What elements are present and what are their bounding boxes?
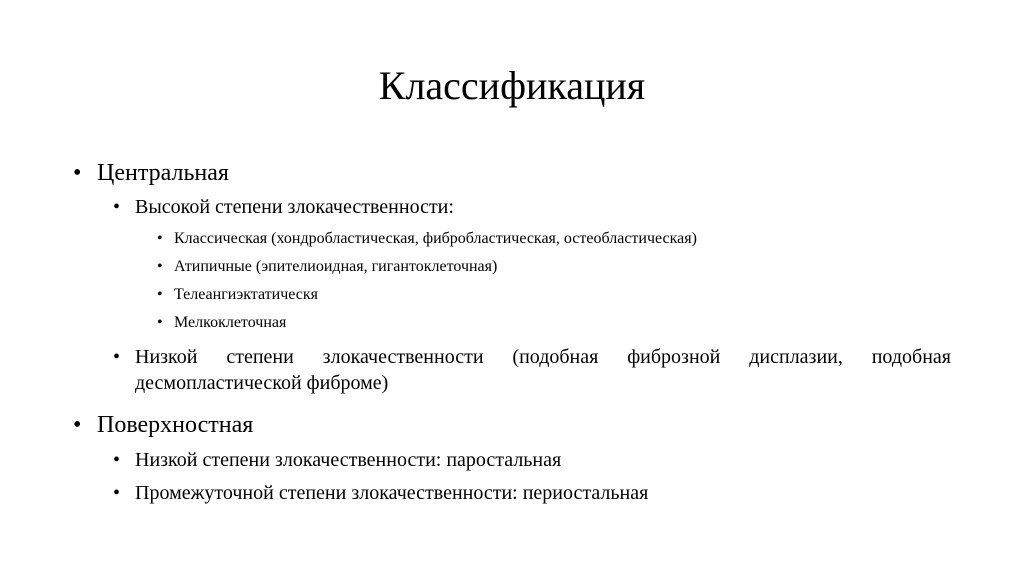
section-label: Поверхностная (97, 412, 254, 438)
subitem-label: Классическая (хондробластическая, фибробластическая, остеобластическая) (174, 230, 697, 247)
bullet-icon: • (113, 346, 121, 368)
slide-title: Классификация (378, 63, 646, 108)
subitem-label: Телеангиэктатическя (174, 286, 318, 303)
bullet-icon: • (157, 314, 163, 331)
bullet-icon: • (113, 196, 121, 218)
bullet-icon: • (73, 412, 82, 438)
bullet-icon: • (113, 482, 121, 504)
subitem-label: Мелкоклеточная (174, 314, 287, 331)
bullet-icon: • (73, 160, 82, 186)
section-label: Центральная (97, 160, 229, 186)
list-item-low-grade (113, 344, 953, 396)
item-label: Низкой степени злокачественности (подобная фиброзной дисплазии, подобная десмопластической фиброме) (135, 346, 951, 394)
subitem-label: Атипичные (эпителиоидная, гигантоклеточная) (174, 258, 498, 275)
item-label: Низкой степени злокачественности: паростальная (135, 449, 562, 471)
item-label: Промежуточной степени злокачественности: периостальная (135, 482, 649, 504)
bullet-icon: • (113, 449, 121, 471)
bullet-icon: • (157, 286, 163, 303)
bullet-icon: • (157, 258, 163, 275)
bullet-icon: • (157, 230, 163, 247)
item-label: Высокой степени злокачественности: (135, 196, 454, 218)
